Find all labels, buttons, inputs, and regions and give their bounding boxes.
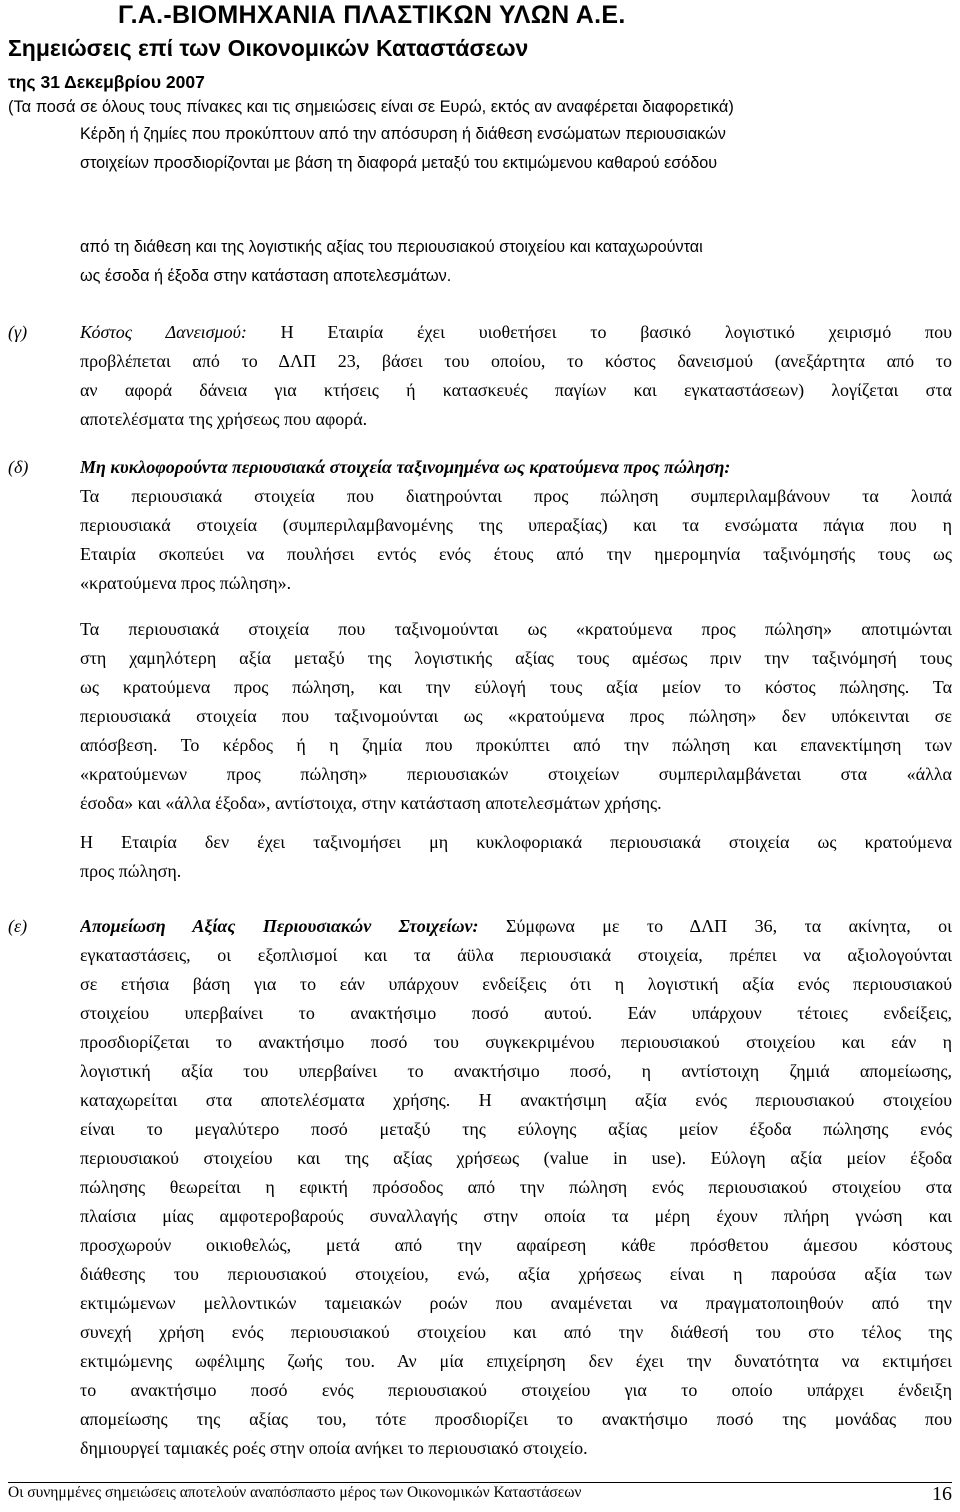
section-d-paragraph-3	[80, 828, 952, 886]
currency-note: (Τα ποσά σε όλους τους πίνακες και τις σημειώσεις είναι σε Ευρώ, εκτός αν αναφέρεται διαφορετικά)	[8, 98, 734, 116]
text-line: «κρατούμενων προς πώληση» περιουσιακών στοιχείων συμπεριλαμβάνεται στα «άλλα	[80, 764, 952, 784]
section-g-text: Η Εταιρία έχει υιοθετήσει το βασικό λογιστικό χειρισμό που	[280, 322, 952, 342]
text-line: στη χαμηλότερη αξία μεταξύ της λογιστικής αξίας τους αμέσως πριν την ταξινόμησή τους	[80, 648, 952, 668]
section-d-heading: Μη κυκλοφορούντα περιουσιακά στοιχεία ταξινομημένα ως κρατούμενα προς πώληση:	[80, 457, 731, 477]
text-line: προσχωρούν οικιοθελώς, μετά από την αφαίρεση κάθε πρόσθετου άμεσου κόστους	[80, 1235, 952, 1255]
text-line: το ανακτήσιμο ποσό ενός περιουσιακού στοιχείου για το οποίο υπάρχει ένδειξη	[80, 1380, 952, 1400]
document-date: της 31 Δεκεμβρίου 2007	[8, 72, 205, 92]
section-marker-e: (ε)	[8, 916, 28, 936]
text-line: διάθεσης του περιουσιακού στοιχείου, ενώ, αξία χρήσεως είναι η παρούσα αξία των	[80, 1264, 952, 1284]
page-footer	[8, 1482, 952, 1507]
text-line: Η Εταιρία δεν έχει ταξινομήσει μη κυκλοφοριακά περιουσιακά στοιχεία ως κρατούμενα	[80, 832, 952, 852]
text-line: στοιχείου υπερβαίνει το ανακτήσιμο ποσό αυτού. Εάν υπάρχουν τέτοιες ενδείξεις,	[80, 1003, 952, 1023]
text-line: Κέρδη ή ζημίες που προκύπτουν από την απόσυρση ή διάθεση ενσώματων περιουσιακών	[80, 125, 726, 143]
text-line: περιουσιακού στοιχείου και της αξίας χρήσεως (value in use). Εύλογη αξία μείον έξοδα	[80, 1148, 952, 1168]
text-line: εκτιμώμενων μελλοντικών ταμειακών ροών που αναμένεται να πραγματοποιηθούν από την	[80, 1293, 952, 1313]
section-g-borrowing-costs	[80, 318, 952, 434]
text-line: Εταιρία σκοπεύει να πουλήσει εντός ενός έτους από την ημερομηνία ταξινόμησής τους ως	[80, 544, 952, 564]
section-e-impairment	[80, 912, 952, 1463]
text-line: από τη διάθεση και της λογιστικής αξίας του περιουσιακού στοιχείου και καταχωρούνται	[80, 238, 703, 256]
page-number: 16	[932, 1483, 952, 1505]
text-line: συνεχή χρήση ενός περιουσιακού στοιχείου και από την διάθεσή του στο τέλος της	[80, 1322, 952, 1342]
text-line: περιουσιακά στοιχεία (συμπεριλαμβανομένης της υπεραξίας) και τα ενσώματα πάγια που η	[80, 515, 952, 535]
text-line: εγκαταστάσεις, οι εξοπλισμοί και τα άϋλα περιουσιακά στοιχεία, πρέπει να αξιολογούνται	[80, 945, 952, 965]
text-line: πλαίσια μίας αμφοτεροβαρούς συναλλαγής στην οποία τα μέρη έχουν πλήρη γνώση και	[80, 1206, 952, 1226]
text-line: Τα περιουσιακά στοιχεία που διατηρούνται προς πώληση συμπεριλαμβάνουν τα λοιπά	[80, 486, 952, 506]
intro-paragraph-top	[80, 120, 952, 178]
text-line: αν αφορά δάνεια για κτήσεις ή κατασκευές παγίων και εγκαταστάσεων) λογίζεται στα	[80, 380, 952, 400]
text-line: προς πώληση.	[80, 861, 182, 881]
text-line: ως κρατούμενα προς πώληση, και την εύλογή τους αξία μείον το κόστος πώλησης. Τα	[80, 677, 952, 697]
text-line: Τα περιουσιακά στοιχεία που ταξινομούνται ως «κρατούμενα προς πώληση» αποτιμώνται	[80, 619, 952, 639]
text-line: περιουσιακά στοιχεία που ταξινομούνται ως «κρατούμενα προς πώληση» δεν υπόκεινται σε	[80, 706, 952, 726]
text-line: είναι το μεγαλύτερο ποσό μεταξύ της εύλογης αξίας μείον έξοδα πώλησης ενός	[80, 1119, 952, 1139]
text-line: δημιουργεί ταμιακές ροές στην οποία ανήκει το περιουσιακό στοιχείο.	[80, 1438, 588, 1458]
text-line: καταχωρείται στα αποτελέσματα χρήσης. Η ανακτήσιμη αξία ενός περιουσιακού στοιχείου	[80, 1090, 952, 1110]
text-line: αποτελέσματα της χρήσεως που αφορά.	[80, 409, 368, 429]
company-name: Γ.Α.-ΒΙΟΜΗΧΑΝΙΑ ΠΛΑΣΤΙΚΩΝ ΥΛΩΝ Α.Ε.	[118, 1, 626, 29]
text-line: στοιχείων προσδιορίζονται με βάση τη διαφορά μεταξύ του εκτιμώμενου καθαρού εσόδου	[80, 154, 718, 172]
intro-paragraph-bottom	[80, 233, 952, 291]
text-line: ως έσοδα ή έξοδα στην κατάσταση αποτελεσμάτων.	[80, 267, 452, 285]
text-line: προβλέπεται από το ΔΛΠ 23, βάσει του οποίου, το κόστος δανεισμού (ανεξάρτητα από το	[80, 351, 952, 371]
footer-text: Οι συνημμένες σημειώσεις αποτελούν αναπόσπαστο μέρος των Οικονομικών Καταστάσεων	[8, 1484, 582, 1501]
section-g-heading: Κόστος Δανεισμού:	[80, 322, 247, 342]
document-title: Σημειώσεις επί των Οικονομικών Καταστάσεων	[8, 35, 529, 61]
text-line: έσοδα» και «άλλα έξοδα», αντίστοιχα, στην κατάσταση αποτελεσμάτων χρήσης.	[80, 793, 662, 813]
text-line: πώλησης θεωρείται η εφικτή πρόσοδος από την πώληση ενός περιουσιακού στοιχείου στα	[80, 1177, 952, 1197]
section-marker-g: (γ)	[8, 322, 28, 342]
section-e-heading: Απομείωση Αξίας Περιουσιακών Στοιχείων:	[80, 916, 479, 936]
text-line: «κρατούμενα προς πώληση».	[80, 573, 292, 593]
text-line	[80, 912, 952, 941]
section-marker-d: (δ)	[8, 457, 29, 477]
text-line: σε ετήσια βάση για το εάν υπάρχουν ενδείξεις ότι η λογιστική αξία ενός περιουσιακού	[80, 974, 952, 994]
section-d-paragraph-2	[80, 615, 952, 818]
text-line: προσδιορίζεται το ανακτήσιμο ποσό του συγκεκριμένου περιουσιακού στοιχείου και εάν η	[80, 1032, 952, 1052]
text-line	[80, 318, 952, 347]
text-line: απομείωσης της αξίας του, τότε προσδιορίζει το ανακτήσιμο ποσό της μονάδας που	[80, 1409, 952, 1429]
section-d-assets-held-for-sale	[80, 453, 952, 598]
text-line: εκτιμώμενης ωφέλιμης ζωής του. Αν μία επιχείρηση δεν έχει την δυνατότητα να εκτιμήσει	[80, 1351, 952, 1371]
text-line: λογιστική αξία του υπερβαίνει το ανακτήσιμο ποσό, η αντίστοιχη ζημιά απομείωσης,	[80, 1061, 952, 1081]
text-line: απόσβεση. Το κέρδος ή η ζημία που προκύπτει από την πώληση και επανεκτίμηση των	[80, 735, 952, 755]
section-e-text: Σύμφωνα με το ΔΛΠ 36, τα ακίνητα, οι	[505, 916, 952, 936]
